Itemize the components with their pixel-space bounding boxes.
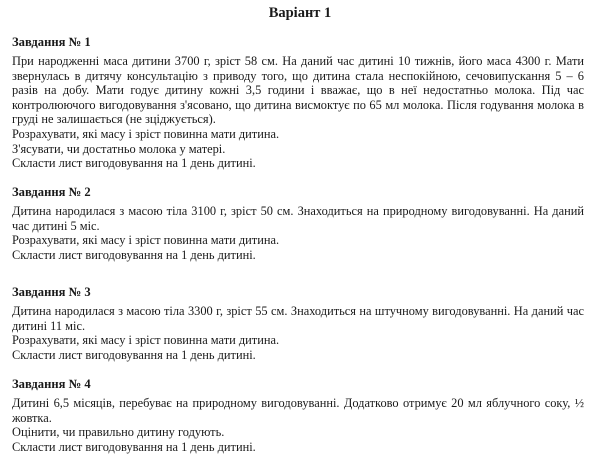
task-instruction: Скласти лист вигодовування на 1 день дитині. bbox=[12, 247, 256, 262]
task-3 bbox=[12, 284, 584, 362]
task-description: При народженні маса дитини 3700 г, зріст 58 см. На даний час дитині 10 тижнів, його маса 4300 г. Мати звернулась в дитячу консультацію з приводу того, що дитина стала неспокійною, сечовипускання 5 – 6 разів на добу. Мати годує дитину кожні 3,5 години і вважає, що в неї недостатньо молока. Під час контролюючого вигодовування з'ясовано, що дитина висмоктує по 65 мл молока. Після годування молока в груді не залишається (не зціджується). bbox=[12, 54, 584, 127]
task-description: Дитина народилася з масою тіла 3300 г, зріст 55 см. Знаходиться на штучному вигодовуванні. На даний час дитині 11 міс. bbox=[12, 304, 584, 333]
task-4 bbox=[12, 376, 584, 454]
task-1 bbox=[12, 34, 584, 171]
task-heading: Завдання № 2 bbox=[12, 185, 91, 199]
task-description: Дитині 6,5 місяців, перебуває на природному вигодовуванні. Додатково отримує 20 мл яблучного соку, ½ жовтка. bbox=[12, 396, 584, 425]
task-description: Дитина народилася з масою тіла 3100 г, зріст 50 см. Знаходиться на природному вигодовуванні. На даний час дитині 5 міс. bbox=[12, 204, 584, 233]
task-instruction: З'ясувати, чи достатньо молока у матері. bbox=[12, 141, 226, 156]
task-instruction: Скласти лист вигодовування на 1 день дитині. bbox=[12, 439, 256, 454]
task-heading: Завдання № 3 bbox=[12, 285, 91, 299]
task-instruction: Розрахувати, які масу і зріст повинна мати дитина. bbox=[12, 126, 280, 141]
task-instruction: Скласти лист вигодовування на 1 день дитині. bbox=[12, 347, 256, 362]
task-2 bbox=[12, 184, 584, 262]
task-instruction: Розрахувати, які масу і зріст повинна мати дитина. bbox=[12, 233, 280, 248]
task-instruction: Розрахувати, які масу і зріст повинна мати дитина. bbox=[12, 333, 280, 348]
task-heading: Завдання № 1 bbox=[12, 35, 91, 49]
task-instruction: Скласти лист вигодовування на 1 день дитині. bbox=[12, 156, 256, 171]
task-heading: Завдання № 4 bbox=[12, 377, 91, 391]
task-instruction: Оцінити, чи правильно дитину годують. bbox=[12, 425, 225, 440]
document-title: Варіант 1 bbox=[268, 5, 332, 21]
